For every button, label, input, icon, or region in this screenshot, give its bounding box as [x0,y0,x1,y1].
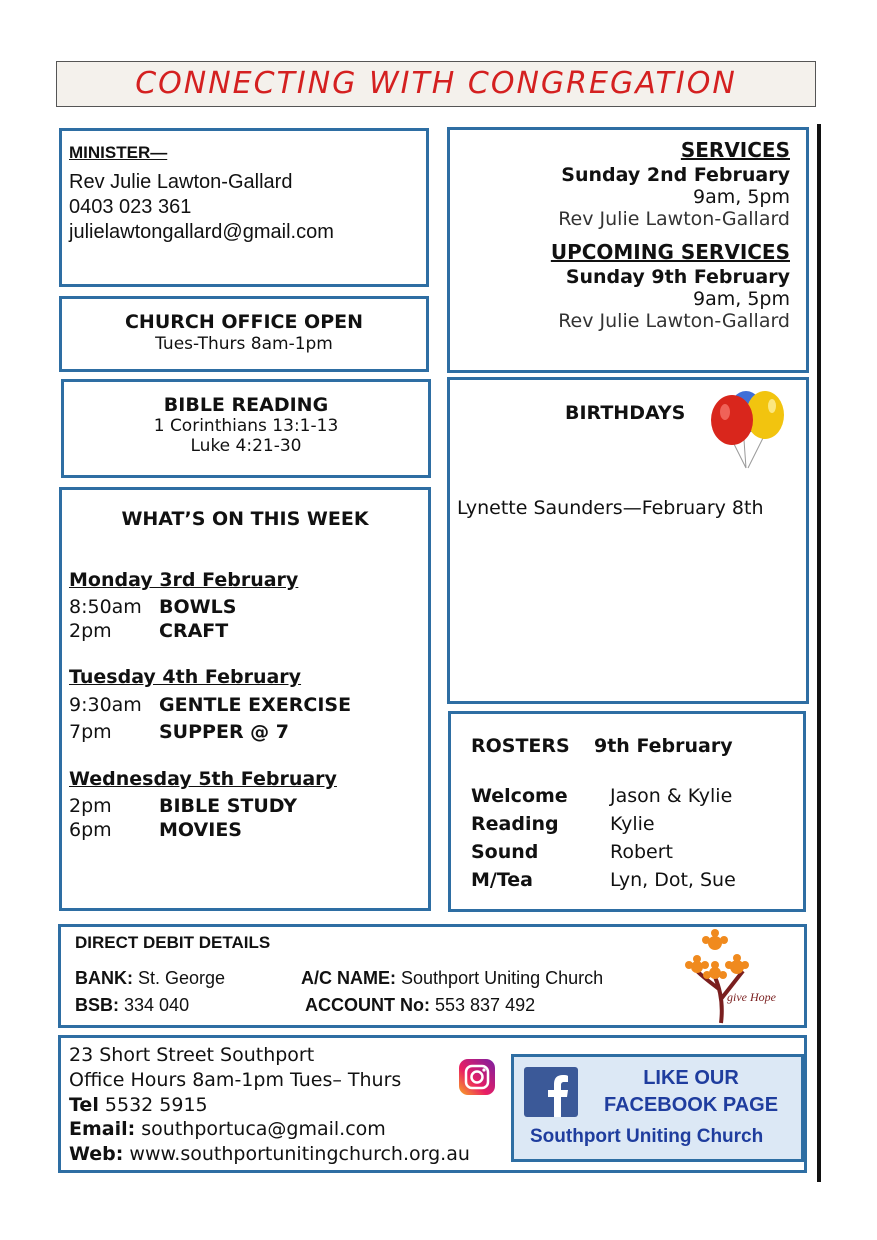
event-time: 9:30am [69,694,142,716]
rosters-date: 9th February [594,735,733,757]
bible-heading: BIBLE READING [163,394,329,416]
bible-reading-1: 1 Corinthians 13:1-13 [153,416,339,436]
services-times: 9am, 5pm [693,186,790,208]
page-title: CONNECTING WITH CONGREGATION [135,66,737,101]
bsb-label: BSB: [75,995,119,1015]
minister-box [59,128,429,287]
roster-role: Sound [471,841,539,863]
whats-on-box [59,487,431,911]
web-value[interactable]: www.southportunitingchurch.org.au [129,1143,470,1165]
roster-names: Jason & Kylie [610,785,733,807]
minister-email[interactable]: julielawtongallard@gmail.com [69,221,334,243]
rosters-heading: ROSTERS [471,735,570,757]
bank-label: BANK: [75,968,133,988]
bsb-row [75,995,189,1016]
facebook-box[interactable] [511,1054,804,1162]
title-banner [56,61,816,107]
minister-phone: 0403 023 361 [69,196,192,218]
bank-row [75,968,225,989]
contact-office-hours: Office Hours 8am-1pm Tues– Thurs [69,1069,402,1091]
web-label: Web: [69,1143,124,1165]
day-heading: Monday 3rd February [69,569,299,591]
services-box [447,127,809,373]
office-hours: Tues-Thurs 8am-1pm [155,334,333,354]
upcoming-times: 9am, 5pm [693,288,790,310]
event-time: 7pm [69,721,112,743]
give-hope-logo [685,929,795,1025]
email-label: Email: [69,1118,136,1140]
event-name: BOWLS [159,596,237,618]
whats-on-heading: WHAT’S ON THIS WEEK [121,508,369,530]
contact-box [58,1035,807,1173]
acname-value: Southport Uniting Church [401,968,604,988]
services-date: Sunday 2nd February [561,164,790,186]
roster-role: M/Tea [471,869,533,891]
contact-address: 23 Short Street Southport [69,1044,315,1066]
acname-label: A/C NAME: [301,968,396,988]
services-heading: SERVICES [680,138,790,162]
day-heading: Tuesday 4th February [69,666,302,688]
event-name: SUPPER @ 7 [159,721,290,743]
contact-email-row [69,1118,386,1140]
contact-tel-row [69,1094,208,1116]
bsb-value: 334 040 [124,995,190,1015]
upcoming-leader: Rev Julie Lawton-Gallard [558,310,790,332]
direct-debit-box [58,924,807,1028]
services-leader: Rev Julie Lawton-Gallard [558,208,790,230]
event-time: 8:50am [69,596,142,618]
roster-names: Lyn, Dot, Sue [610,869,736,891]
upcoming-heading: UPCOMING SERVICES [550,240,790,264]
day-heading: Wednesday 5th February [69,768,337,790]
facebook-line-1: LIKE OUR [643,1067,739,1089]
contact-web-row [69,1143,470,1165]
account-row [305,995,535,1016]
minister-name: Rev Julie Lawton-Gallard [69,171,293,193]
email-value[interactable]: southportuca@gmail.com [141,1118,386,1140]
minister-heading: MINISTER— [69,143,168,162]
bank-value: St. George [138,968,226,988]
roster-role: Reading [471,813,559,835]
acname-row [301,968,603,989]
facebook-page-name[interactable]: Southport Uniting Church [530,1126,764,1147]
event-time: 2pm [69,620,112,642]
facebook-icon [524,1067,578,1117]
bible-reading-2: Luke 4:21-30 [190,436,302,456]
rosters-box [448,711,806,912]
account-label: ACCOUNT No: [305,995,430,1015]
roster-names: Robert [610,841,673,863]
instagram-icon[interactable] [458,1058,496,1096]
upcoming-date: Sunday 9th February [565,266,790,288]
event-name: CRAFT [159,620,229,642]
facebook-line-2: FACEBOOK PAGE [603,1094,779,1116]
bible-box [61,379,431,478]
tel-value[interactable]: 5532 5915 [104,1094,208,1116]
svg-text:give Hope: give Hope [727,990,776,1004]
roster-role: Welcome [471,785,568,807]
event-name: MOVIES [159,819,242,841]
balloons-icon [706,388,792,474]
tel-label: Tel [69,1094,99,1116]
office-heading: CHURCH OFFICE OPEN [124,311,364,333]
vertical-rule [817,124,821,1182]
birthday-entry: Lynette Saunders—February 8th [457,497,764,519]
roster-names: Kylie [610,813,655,835]
account-value: 553 837 492 [435,995,536,1015]
event-time: 2pm [69,795,112,817]
debit-heading: DIRECT DEBIT DETAILS [75,933,271,952]
birthdays-box [447,377,809,704]
birthdays-heading: BIRTHDAYS [565,402,686,424]
event-name: BIBLE STUDY [159,795,297,817]
event-time: 6pm [69,819,112,841]
office-box [59,296,429,372]
event-name: GENTLE EXERCISE [159,694,352,716]
